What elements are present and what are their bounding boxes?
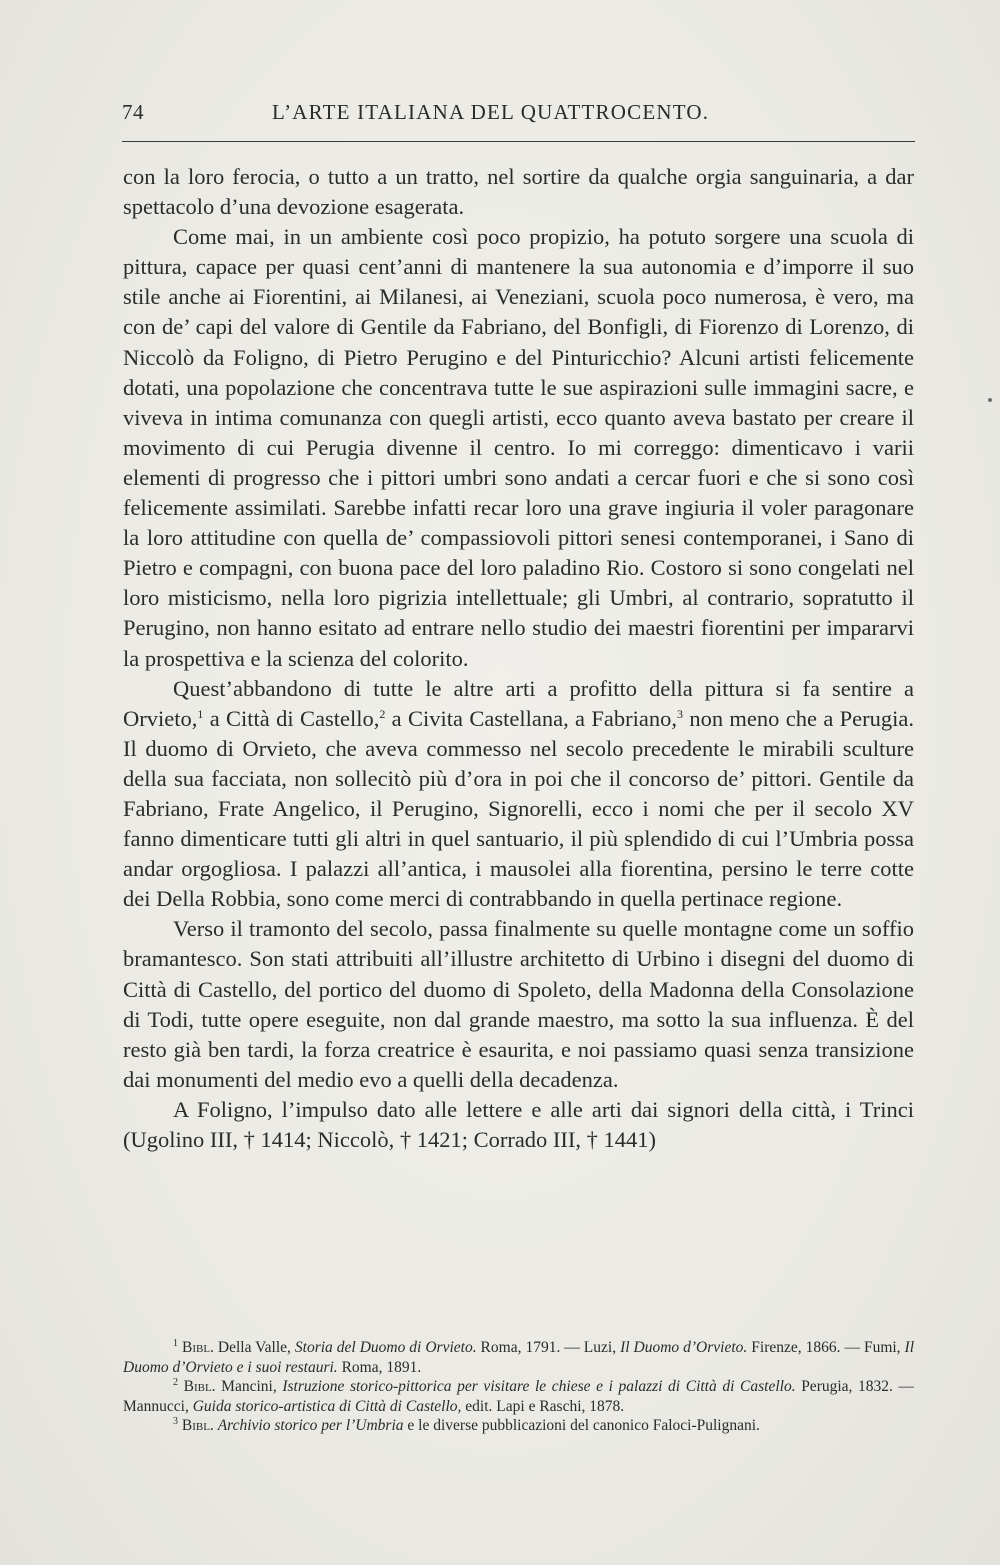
footnote-2	[123, 1377, 914, 1416]
footnote-3	[123, 1416, 914, 1436]
footnote-2-mark: 2	[173, 1377, 178, 1388]
footnote-3-mark: 3	[173, 1416, 178, 1427]
page-number: 74	[122, 100, 144, 124]
footnote-ref-2: 2	[379, 706, 386, 721]
running-title: L’ARTE ITALIANA DEL QUATTROCENTO.	[272, 100, 710, 124]
footnote-1-text: Della Valle,	[213, 1339, 295, 1356]
header-rule	[122, 141, 915, 142]
footnote-3-title: Archivio storico per l’Umbria	[217, 1417, 404, 1434]
footnote-3-text: e le diverse pubblicazioni del canonico Faloci-Pulignani.	[403, 1417, 760, 1434]
paragraph-4: Verso il tramonto del secolo, passa finalmente su quelle montagne come un soffio bramantesco. Son stati attribuiti all’illustre architetto di Urbino i disegni del duomo di Città di Castello, del portico del duomo di Spoleto, della Madonna della Consolazione di Todi, tutte opere eseguite, non dal grande maestro, ma sotto la sua influenza. È del resto già ben tardi, la forza creatrice è esaurita, e noi passiamo quasi senza transizione dai monumenti del medio evo a quelli della decadenza.	[123, 916, 914, 1092]
footnote-1-mark: 1	[173, 1338, 178, 1349]
paragraph-3-text-c: a Civita Castellana, a Fabriano,	[385, 705, 677, 731]
paragraph-3-text-a: Quest’abbandono di tutte le altre arti a profitto della pittura si fa sentire a Orvieto,	[123, 675, 914, 731]
paragraph-3	[123, 674, 914, 915]
footnote-ref-3: 3	[676, 706, 683, 721]
footnote-2-text: edit. Lapi e Raschi, 1878.	[461, 1397, 625, 1415]
footnote-2-text: Perugia, 1832. — Mannucci,	[123, 1378, 915, 1415]
footnote-2-title: Istruzione storico-pittorica per visitare le chiese e i palazzi di Città di Castello.	[282, 1378, 796, 1395]
page-header	[122, 100, 915, 130]
footnote-1-abbr: Bibl.	[181, 1339, 214, 1356]
paragraph-1: con la loro ferocia, o tutto a un tratto, nel sortire da qualche orgia sanguinaria, a dar spettacolo d’una devozione esagerata.	[123, 164, 914, 220]
footnote-1-text: Roma, 1791. — Luzi,	[476, 1339, 621, 1356]
footnote-1-title: Storia del Duomo di Orvieto.	[294, 1339, 477, 1356]
main-text	[123, 162, 914, 1155]
paragraph-2: Come mai, in un ambiente così poco propizio, ha potuto sorgere una scuola di pittura, capace per quasi cent’anni di mantenere la sua autonomia e d’imporre il suo stile anche ai Fiorentini, ai Milanesi, ai Veneziani, scuola poco numerosa, è vero, ma con de’ capi del valore di Gentile da Fabriano, del Bonfigli, di Fiorenzo di Lorenzo, di Niccolò da Foligno, di Pietro Perugino e del Pinturicchio? Alcuni artisti felicemente dotati, una popolazione che concentrava tutte le sue aspirazioni sulle immagini sacre, e viveva in intima comunanza con quegli artisti, ecco quanto aveva bastato per creare il movimento di cui Perugia divenne il centro. Io mi correggo: dimenticavo i varii elementi di progresso che i pittori umbri sono andati a cercar fuori e che si sono così felicemente assimilati. Sarebbe infatti recar loro una grave ingiuria il voler paragonare la loro attitudine con quella de’ compassiovoli pittori senesi contemporanei, i Sano di Pietro e compagni, con buona pace del loro paladino Rio. Costoro si sono congelati nel loro misticismo, nella loro pigrizia intellettuale; gli Umbri, al contrario, sopratutto il Perugino, non hanno esitato ad entrare nello studio dei maestri fiorentini per impararvi la prospettiva e la scienza del colorito.	[123, 224, 914, 671]
paragraph-5: A Foligno, l’impulso dato alle lettere e alle arti dai signori della città, i Trinci (Ugolino III, † 1414; Niccolò, † 1421; Corrado III, † 1441)	[123, 1096, 914, 1152]
footnote-1-title: Il Duomo d’Orvieto e i suoi restauri.	[123, 1339, 915, 1376]
footnote-2-abbr: Bibl.	[183, 1378, 216, 1395]
footnote-1-text: Roma, 1891.	[337, 1358, 422, 1376]
footnote-1-title: Il Duomo d’Orvieto.	[620, 1339, 748, 1356]
footnote-2-text: Mancini,	[215, 1378, 283, 1395]
footnotes	[123, 1338, 914, 1436]
paragraph-3-text-b: a Città di Castello,	[203, 705, 380, 731]
footnote-ref-1: 1	[197, 706, 204, 721]
footnote-1	[123, 1338, 914, 1377]
paragraph-3-text-d: non meno che a Perugia. Il duomo di Orvieto, che aveva commesso nel secolo precedente le mirabili sculture della sua facciata, non sollecitò più d’ora in poi che il concorso de’ pittori. Gentile da Fabriano, Frate Angelico, il Perugino, Signorelli, ecco i nomi che per il secolo XV fanno dimenticare tutti gli altri in quel santuario, il più splendido di cui l’Umbria possa andar orgogliosa. I palazzi all’antica, i mausolei alla fiorentina, persino le terre cotte dei Della Robbia, sono come merci di contrabbando in quella pertinace regione.	[123, 705, 915, 912]
footnote-2-title: Guida storico-artistica di Città di Castello,	[192, 1397, 462, 1415]
footnote-1-text: Firenze, 1866. — Fumi,	[747, 1339, 905, 1356]
paper-speck	[988, 398, 992, 402]
footnote-3-abbr: Bibl.	[181, 1417, 214, 1434]
